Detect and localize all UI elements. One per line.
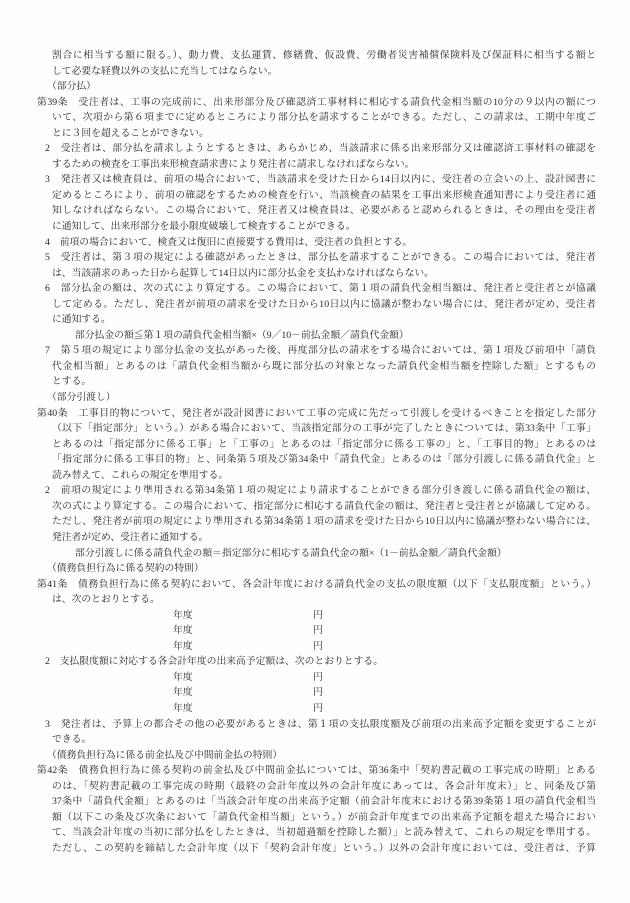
doc-line-49: 37条中「請負代金額」とあるのは「当該会計年度の出来高予定額（前会計年度末における第39条第１項の請負代金相当	[52, 796, 596, 808]
doc-line-17: して定める。ただし、発注者が前項の請求を受けた日から10日以内に協議が整わない場合には、発注者が定め、受注者	[52, 298, 596, 310]
doc-line-45: できる。	[52, 734, 92, 746]
yen-unit-label: 円	[313, 671, 323, 683]
doc-line-30: 次の式により算定する。この場合において、指定部分に相応する請負代金の額は、発注者と受注者とが協議して定める。	[52, 500, 596, 512]
yen-unit-label: 円	[313, 702, 323, 714]
doc-line-20: 7 第５項の規定により部分払金の支払があった後、再度部分払の請求をする場合においては、第１項及び前項中「請負	[45, 345, 596, 357]
doc-line-46: （債務負担行為に係る前金払及び中間前金払の特則）	[47, 749, 283, 761]
document-content	[37, 48, 596, 856]
doc-line-43	[37, 701, 596, 717]
doc-line-14: 5 受注者は、第３項の規定による確認があったときは、部分払を請求することができる。この場合においては、発注者	[45, 252, 596, 264]
fiscal-year-label: 年度	[173, 671, 193, 683]
doc-line-44: 3 発注者は、予算上の都合その他の必要があるときは、第１項の支払限度額及び前項の出来高予定額を変更することが	[45, 718, 596, 730]
doc-line-12: に通知して、出来形部分を最小限度破壊して検査することができる。	[52, 221, 356, 233]
doc-line-3: （部分払）	[47, 81, 96, 93]
fiscal-year-label: 年度	[173, 640, 193, 652]
doc-line-33: 部分引渡しに係る請負代金の額＝指定部分に相応する請負代金の額×（1－前払金額／請負代金額）	[75, 547, 507, 559]
doc-line-22: とする。	[52, 376, 92, 388]
doc-line-48: のは、「契約書記載の工事完成の時期（最終の会計年度以外の会計年度にあっては、各会計年度末）」と、同条及び第	[52, 780, 596, 792]
fiscal-year-label: 年度	[173, 687, 193, 699]
doc-line-29: 2 前項の規定により準用される第34条第１項の規定により請求することができる部分引き渡しに係る請負代金の額は、	[45, 485, 596, 497]
yen-unit-label: 円	[313, 687, 323, 699]
yen-unit-label: 円	[313, 609, 323, 621]
doc-line-15: は、当該請求のあった日から起算して14日以内に部分払金を支払わなければならない。	[52, 267, 434, 279]
doc-line-24: 第40条 工事目的物について、発注者が設計図書において工事の完成に先だって引渡しを受けるべきことを指定した部分	[37, 407, 596, 419]
doc-line-36: は、次のとおりとする。	[52, 594, 160, 606]
doc-line-6: とに３回を超えることができない。	[52, 127, 209, 139]
doc-line-38	[37, 623, 596, 639]
doc-line-51: て、当該会計年度の当初に部分払をしたときは、当初超過額を控除した額）」と読み替えて、これらの規定を準用する。	[52, 827, 596, 839]
fiscal-year-label: 年度	[173, 609, 193, 621]
doc-line-42	[37, 685, 596, 701]
doc-line-8: するための検査を工事出来形検査請求書により発注者に請求しなければならない。	[52, 158, 415, 170]
doc-line-37	[37, 608, 596, 624]
doc-line-5: いて、次項から第６項までに定めるところにより部分払を請求することができる。ただし、この請求は、工期中年度ご	[52, 112, 596, 124]
doc-line-23: （部分引渡し）	[47, 392, 116, 404]
yen-unit-label: 円	[313, 625, 323, 637]
doc-line-28: 読み替えて、これらの規定を準用する。	[52, 469, 229, 481]
doc-line-41	[37, 670, 596, 686]
doc-line-1: 割合に相当する額に限る。）、動力費、支払運賃、修繕費、仮設費、労働者災害補償保険料及び保証料に相当する額と	[52, 50, 596, 61]
doc-line-7: 2 受注者は、部分払を請求しようとするときは、あらかじめ、当該請求に係る出来形部分又は確認済工事材料の確認を	[45, 143, 596, 155]
doc-line-2: して必要な経費以外の支払に充当してはならない。	[52, 65, 278, 77]
doc-line-47: 第42条 債務負担行為に係る契約の前金払及び中間前金払については、第36条中「契約書記載の工事完成の時期」とある	[37, 765, 596, 777]
doc-line-27: 「指定部分に係る工事目的物」と、同条第５項及び第34条中「請負代金」とあるのは「部分引渡しに係る請負代金」と	[52, 454, 596, 466]
doc-line-39	[37, 639, 596, 655]
fiscal-year-label: 年度	[173, 702, 193, 714]
doc-line-32: 発注者が定め、受注者に通知する。	[52, 531, 209, 543]
doc-line-26: とあるのは「指定部分に係る工事」と「工事の」とあるのは「指定部分に係る工事の」と、「工事目的物」とあるのは	[52, 438, 596, 450]
doc-line-11: 知しなければならない。この場合において、発注者又は検査員は、必要があると認められるときは、その理由を受注者	[52, 205, 596, 217]
doc-line-13: 4 前項の場合において、検査又は復旧に直接要する費用は、受注者の負担とする。	[45, 236, 413, 248]
doc-line-40: 2 支払限度額に対応する各会計年度の出来高予定額は、次のとおりとする。	[45, 656, 383, 668]
doc-line-52: ただし、この契約を締結した会計年度（以下「契約会計年度」という。）以外の会計年度においては、受注者は、予算	[52, 842, 596, 854]
doc-line-16: 6 部分払金の額は、次の式により算定する。この場合において、第１項の請負代金相当額は、発注者と受注者とが協議	[45, 283, 596, 295]
yen-unit-label: 円	[313, 640, 323, 652]
doc-line-18: に通知する。	[52, 314, 111, 326]
doc-line-4: 第39条 受注者は、工事の完成前に、出来形部分及び確認済工事材料に相応する請負代金相当額の10分の９以内の額につ	[37, 96, 596, 108]
doc-line-50: 額（以下この条及び次条において「請負代金相当額」という。）が前会計年度までの出来高予定額を超えた場合におい	[52, 811, 596, 823]
doc-line-19: 部分払金の額≦第１項の請負代金相当額×（9／10－前払金額／請負代金額）	[75, 329, 409, 341]
doc-line-9: 3 発注者又は検査員は、前項の場合において、当該請求を受けた日から14日以内に、受注者の立会いの上、設計図書に	[45, 174, 596, 186]
doc-line-35: 第41条 債務負担行為に係る契約において、各会計年度における請負代金の支払の限度額（以下「支払限度額」という。）	[37, 578, 596, 590]
doc-line-31: ただし、発注者が前項の規定により準用される第34条第１項の請求を受けた日から10日以内に協議が整わない場合には、	[52, 516, 596, 528]
doc-line-21: 代金相当額」とあるのは「請負代金相当額から既に部分払の対象となった請負代金相当額を控除した額」とするもの	[52, 360, 596, 372]
fiscal-year-label: 年度	[173, 625, 193, 637]
doc-line-25: （以下「指定部分」という。）がある場合において、当該指定部分の工事が完了したときについては、第33条中「工事」	[52, 423, 596, 435]
doc-line-34: （債務負担行為に係る契約の特則）	[47, 563, 204, 575]
doc-line-10: 定めるところにより、前項の確認をするための検査を行い、当該検査の結果を工事出来形検査通知書により受注者に通	[52, 189, 596, 201]
